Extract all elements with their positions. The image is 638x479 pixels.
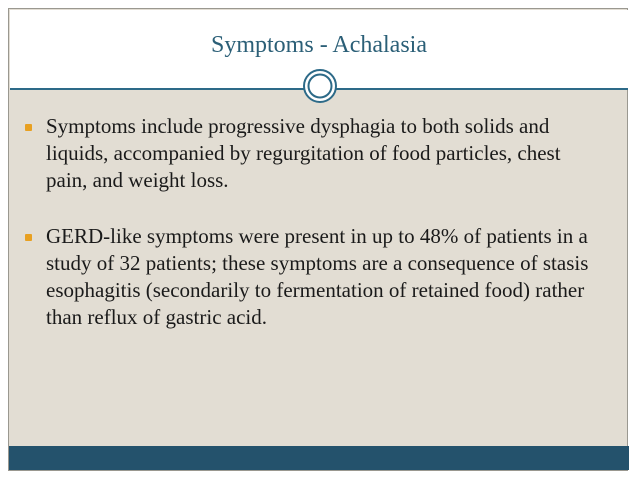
slide-title: Symptoms - Achalasia	[211, 32, 427, 58]
bullet-item	[22, 223, 602, 331]
bullet-list	[22, 113, 602, 360]
bullet-text: Symptoms include progressive dysphagia to both solids and liquids, accompanied by regurgitation of food particles, chest pain, and weight loss.	[46, 114, 561, 192]
square-bullet-icon	[25, 234, 32, 241]
square-bullet-icon	[25, 124, 32, 131]
footer-bar	[9, 446, 629, 470]
bullet-text: GERD-like symptoms were present in up to 48% of patients in a study of 32 patients; these symptoms are a consequence of stasis esophagitis (secondarily to fermentation of retained food) rather than reflux of gastric acid.	[46, 224, 589, 329]
bullet-item	[22, 113, 602, 194]
double-ring-icon	[302, 68, 338, 104]
